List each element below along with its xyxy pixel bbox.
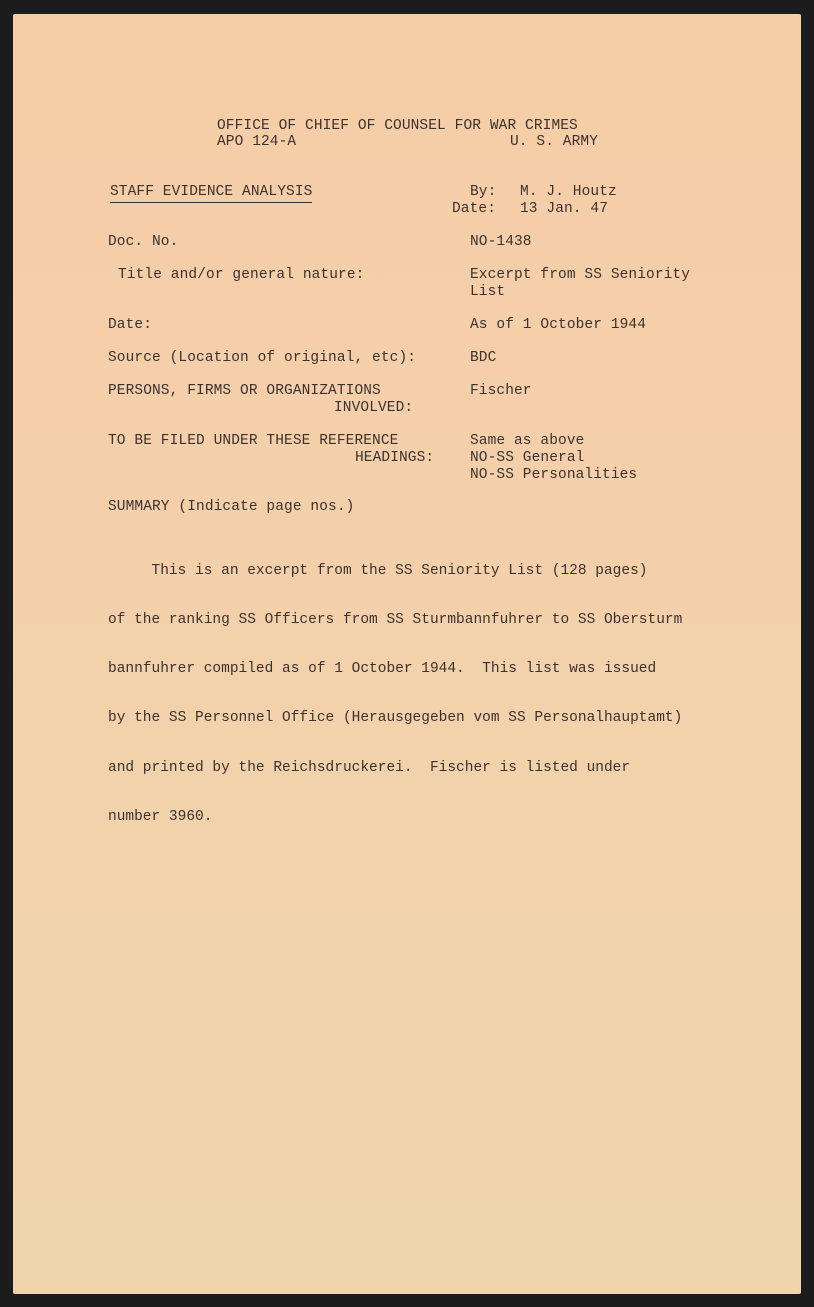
summary-line: This is an excerpt from the SS Seniority List (128 pages): [108, 562, 648, 579]
apo-number: APO 124-A: [217, 134, 297, 150]
summary-line: bannfuhrer compiled as of 1 October 1944. This list was issued: [108, 661, 657, 678]
date-value: As of 1 October 1944: [470, 317, 647, 333]
by-value: M. J. Houtz: [520, 184, 617, 200]
summary-body: [108, 530, 768, 842]
persons-label-line-2: INVOLVED:: [334, 400, 414, 416]
summary-line: number 3960.: [108, 808, 213, 825]
filed-label-line-2: HEADINGS:: [355, 450, 435, 466]
source-value: BDC: [470, 350, 497, 366]
analysis-date-label: Date:: [452, 201, 497, 217]
by-label: By:: [470, 184, 497, 200]
title-label: Title and/or general nature:: [118, 267, 365, 283]
summary-line: by the SS Personnel Office (Herausgegeben vom SS Personalhauptamt): [108, 710, 683, 727]
doc-no-label: Doc. No.: [108, 234, 179, 250]
analysis-date-value: 13 Jan. 47: [520, 201, 609, 217]
filed-label-line-1: TO BE FILED UNDER THESE REFERENCE: [108, 433, 399, 449]
document-title: STAFF EVIDENCE ANALYSIS: [110, 184, 312, 203]
army-label: U. S. ARMY: [510, 134, 599, 150]
summary-heading: SUMMARY (Indicate page nos.): [108, 499, 355, 515]
source-label: Source (Location of original, etc):: [108, 350, 417, 366]
persons-label-line-1: PERSONS, FIRMS OR ORGANIZATIONS: [108, 383, 381, 399]
persons-value: Fischer: [470, 383, 532, 399]
filed-value-line-2: NO-SS General: [470, 450, 585, 466]
office-heading: OFFICE OF CHIEF OF COUNSEL FOR WAR CRIMES: [217, 118, 578, 134]
summary-line: of the ranking SS Officers from SS Sturmbannfuhrer to SS Obersturm: [108, 612, 683, 629]
filed-value-line-1: Same as above: [470, 433, 585, 449]
title-value-line-2: List: [470, 284, 506, 300]
summary-line: and printed by the Reichsdruckerei. Fischer is listed under: [108, 759, 631, 776]
title-value-line-1: Excerpt from SS Seniority: [470, 267, 691, 283]
filed-value-line-3: NO-SS Personalities: [470, 467, 638, 483]
date-label: Date:: [108, 317, 153, 333]
doc-no-value: NO-1438: [470, 234, 532, 250]
